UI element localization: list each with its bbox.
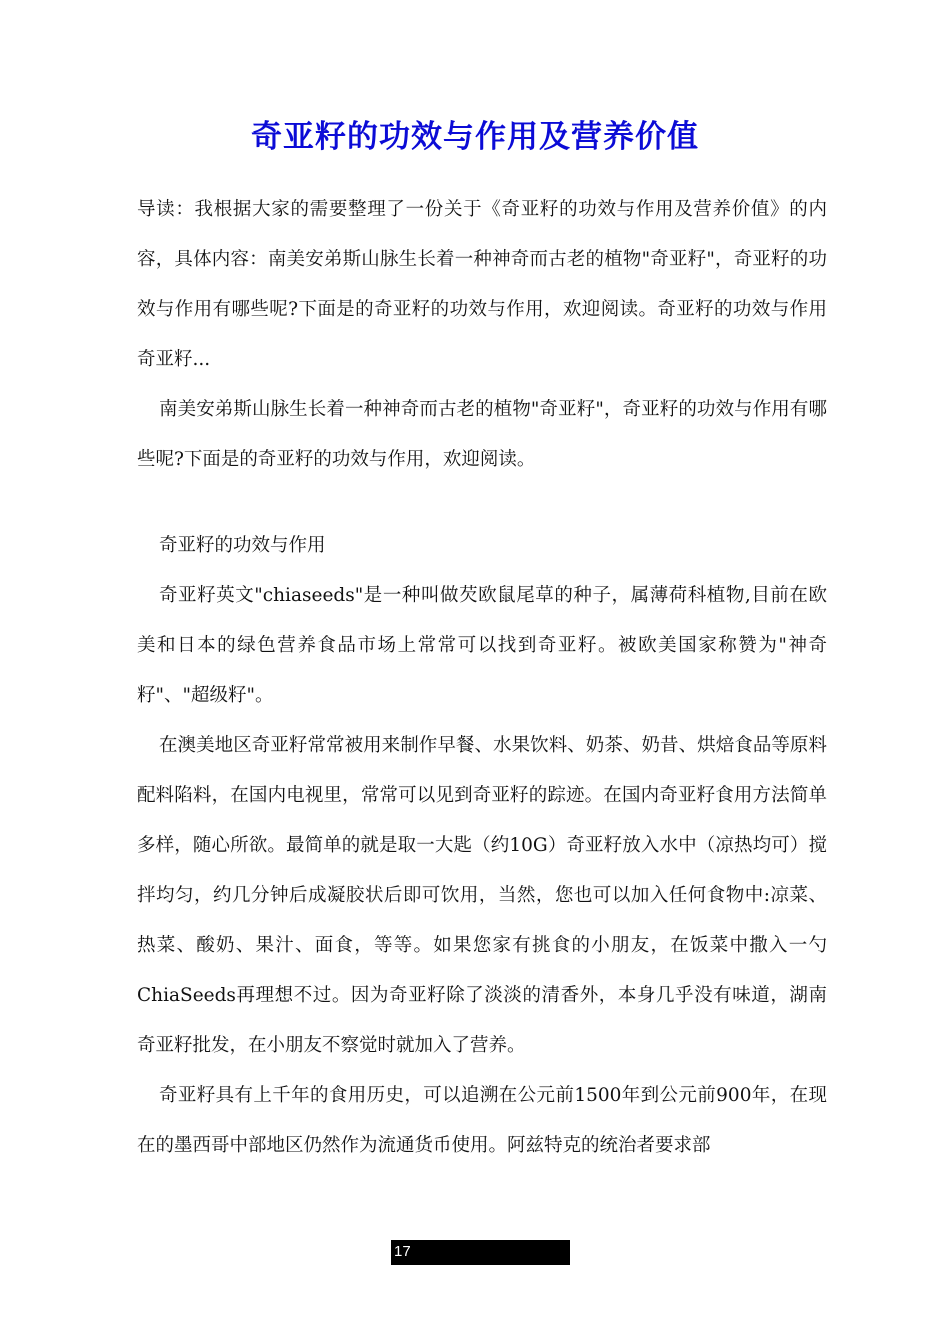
body-paragraph: 在澳美地区奇亚籽常常被用来制作早餐、水果饮料、奶茶、奶昔、烘焙食品等原料配料陷料，在国内电视里，常常可以见到奇亚籽的踪迹。在国内奇亚籽食用方法简单多样，随心所欲。最简单的就是取一大匙（约10G）奇亚籽放入水中（凉热均可）搅拌均匀，约几分钟后成凝胶状后即可饮用，当然，您也可以加入任何食物中:凉菜、热菜、酸奶、果汁、面食，等等。如果您家有挑食的小朋友，在饭菜中撒入一勺ChiaSeeds再理想不过。因为奇亚籽除了淡淡的清香外，本身几乎没有味道，湖南奇亚籽批发，在小朋友不察觉时就加入了营养。 — [137, 735, 827, 1056]
intro-paragraph: 导读：我根据大家的需要整理了一份关于《奇亚籽的功效与作用及营养价值》的内容，具体内容：南美安弟斯山脉生长着一种神奇而古老的植物"奇亚籽"，奇亚籽的功效与作用有哪些呢?下面是的奇亚籽的功效与作用，欢迎阅读。奇亚籽的功效与作用奇亚籽... — [137, 199, 827, 370]
page-number: 17 — [394, 1243, 411, 1260]
document-body — [137, 185, 827, 1171]
document-title: 奇亚籽的功效与作用及营养价值 — [251, 118, 699, 155]
page-footer-bar — [391, 1240, 570, 1265]
body-paragraph: 奇亚籽英文"chiaseeds"是一种叫做芡欧鼠尾草的种子，属薄荷科植物,目前在欧美和日本的绿色营养食品市场上常常可以找到奇亚籽。被欧美国家称赞为"神奇籽"、"超级籽"。 — [137, 585, 827, 706]
section-heading: 奇亚籽的功效与作用 — [159, 535, 326, 556]
body-paragraph: 南美安弟斯山脉生长着一种神奇而古老的植物"奇亚籽"，奇亚籽的功效与作用有哪些呢?下面是的奇亚籽的功效与作用，欢迎阅读。 — [137, 399, 827, 470]
body-paragraph: 奇亚籽具有上千年的食用历史，可以追溯在公元前1500年到公元前900年，在现在的墨西哥中部地区仍然作为流通货币使用。阿兹特克的统治者要求部 — [137, 1085, 827, 1156]
